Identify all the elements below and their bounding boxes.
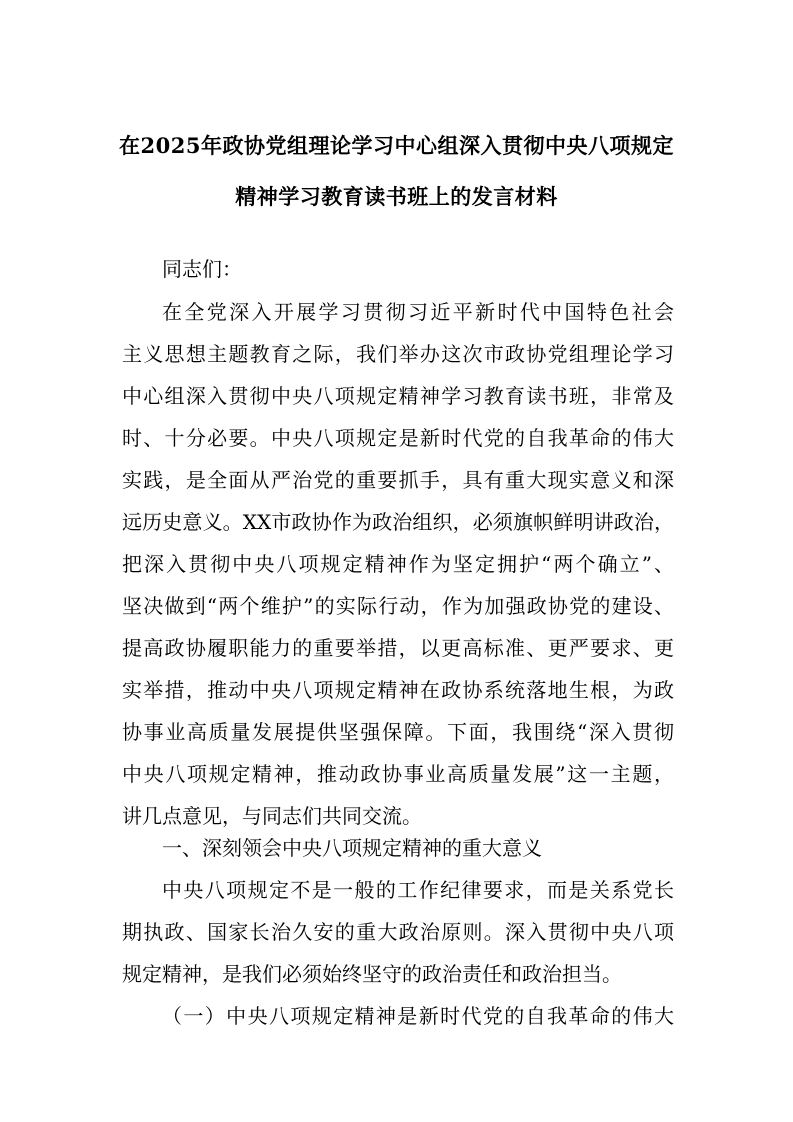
paragraph-1-line: 讲几点意见，与同志们共同交流。 xyxy=(122,804,422,828)
paragraph-2-line: 规定精神，是我们必须始终坚守的政治责任和政治担当。 xyxy=(122,962,622,986)
paragraph-2-line: 期执政、国家长治久安的重大政治原则。深入贯彻中央八项 xyxy=(122,920,674,944)
paragraph-1-line: 实举措，推动中央八项规定精神在政协系统落地生根，为政 xyxy=(122,678,674,702)
paragraph-1-line: 提高政协履职能力的重要举措，以更高标准、更严要求、更 xyxy=(122,636,674,660)
paragraph-1-line: 在全党深入开展学习贯彻习近平新时代中国特色社会 xyxy=(162,300,674,324)
paragraph-1-line: 坚决做到“两个维护”的实际行动，作为加强政协党的建设、 xyxy=(122,594,674,618)
paragraph-1-line: 远历史意义。XX市政协作为政治组织，必须旗帜鲜明讲政治， xyxy=(122,510,674,534)
paragraph-1-line: 主义思想主题教育之际，我们举办这次市政协党组理论学习 xyxy=(122,342,674,366)
document-title-line-1: 在2025年政协党组理论学习中心组深入贯彻中央八项规定 xyxy=(119,133,674,158)
paragraph-1-line: 把深入贯彻中央八项规定精神作为坚定拥护“两个确立”、 xyxy=(122,552,674,576)
paragraph-1-line: 协事业高质量发展提供坚强保障。下面，我围绕“深入贯彻 xyxy=(122,720,674,744)
paragraph-2-line: 中央八项规定不是一般的工作纪律要求，而是关系党长 xyxy=(162,878,674,902)
document-title-line-2: 精神学习教育读书班上的发言材料 xyxy=(235,184,558,209)
paragraph-1-line: 中心组深入贯彻中央八项规定精神学习教育读书班，非常及 xyxy=(122,384,674,408)
paragraph-1-line: 实践，是全面从严治党的重要抓手，具有重大现实意义和深 xyxy=(122,468,674,492)
section-heading-1: 一、深刻领会中央八项规定精神的重大意义 xyxy=(162,836,542,860)
subheading-1: （一）中央八项规定精神是新时代党的自我革命的伟大 xyxy=(162,1004,674,1028)
paragraph-1-line: 中央八项规定精神，推动政协事业高质量发展”这一主题， xyxy=(122,762,674,786)
salutation: 同志们： xyxy=(162,257,242,281)
paragraph-1-line: 时、十分必要。中央八项规定是新时代党的自我革命的伟大 xyxy=(122,426,674,450)
